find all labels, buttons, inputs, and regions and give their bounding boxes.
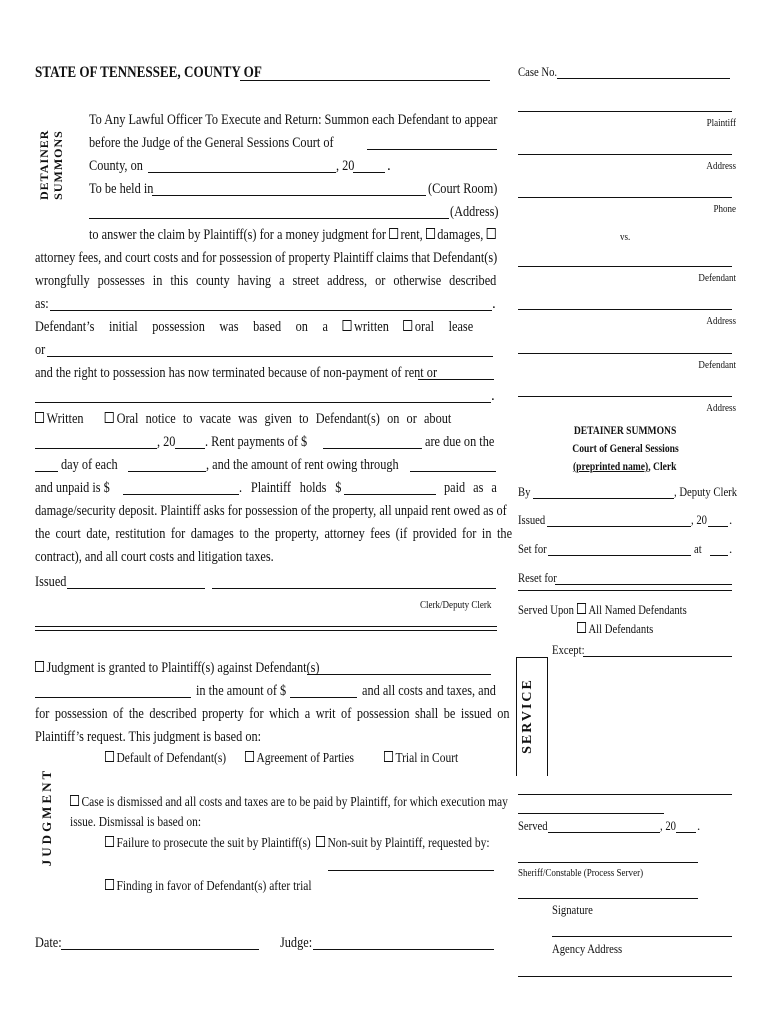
state-county-heading [35,64,262,82]
body-line-3 [89,155,143,178]
written-notice-checkbox[interactable] [35,412,44,423]
clerk-suffix: , Clerk [648,459,677,473]
court-general-sessions [518,441,732,456]
process-server-field[interactable] [518,862,698,863]
defendant-2-field[interactable] [518,353,732,354]
service-notes-field-2[interactable] [518,813,664,814]
defendant-label-2 [674,359,736,371]
signature-text: Signature [552,902,593,917]
possession-text: Defendant’s initial possession was based on a [35,319,328,335]
summons-word: SUMMONS [51,130,65,200]
at-end [729,541,732,557]
unpaid-amount-field[interactable] [123,494,239,495]
termination-reason-field[interactable] [418,379,494,380]
held-in-label: To be held in [89,181,154,197]
year-end [387,155,391,178]
detainer-summons-label [37,130,73,200]
oral-lease-checkbox[interactable] [403,320,412,331]
costs-taxes-label: and all costs and taxes, and [362,683,496,699]
terminated-text: and the right to possession has now terminated because of non-payment of rent or [35,365,438,381]
dismiss-line-2 [70,811,201,834]
court-room-label [428,178,497,201]
agency-address-label [552,941,622,957]
rent-through-field[interactable] [410,471,496,472]
issued-20-text: , 20 [691,512,707,527]
damages-checkbox[interactable] [426,228,435,239]
notice-year-field[interactable] [175,448,205,449]
court-text: Court of General Sessions [571,441,679,455]
judgment-defendant-field[interactable] [307,674,491,675]
served-upon-label [518,602,574,618]
judgment-line-3-text: for possession of the described property for which a writ of possession shall be issued on [35,706,510,722]
case-no-text: Case No. [518,64,558,79]
all-named-option [577,602,687,618]
deposit-amount-field[interactable] [344,494,436,495]
body-line-2 [89,132,334,155]
issued-right-year-field[interactable] [708,526,728,527]
address-2-text: Address [706,315,736,327]
body-line-1 [89,109,497,132]
year-20-text: , 20 [336,158,355,174]
damages-label: damages, [437,227,484,243]
notice-date-field[interactable] [35,448,157,449]
served-year [660,818,676,834]
section-divider [35,626,497,631]
trial-label: Trial in Court [395,751,459,766]
written-lease-checkbox[interactable] [343,320,352,331]
body-line-8 [35,270,496,293]
as-end [492,293,496,316]
judgment-date-field[interactable] [61,949,259,950]
defendant-1-field[interactable] [518,266,732,267]
agency-text: Agency Address [552,941,623,956]
body-line-8-text: wrongfully possesses in this county having a street address, or otherwise described [35,273,497,289]
defendant-1-text: Defendant [698,272,736,284]
issued-label [35,571,66,594]
body-line-11 [35,339,45,362]
case-no-field[interactable] [557,78,730,79]
notice-year-label: , 20 [157,434,176,450]
body-line-17b [239,477,341,500]
property-description-field[interactable] [50,310,492,311]
failure-label: Failure to prosecute the suit by Plaintiff(s) [116,836,311,851]
judgment-defendant-field-2[interactable] [35,697,191,698]
trial-option [384,747,458,770]
body-line-19-text: the court date, restitution for damages to the property, attorney fees (if provided for in the [35,526,513,542]
rent-payments-label: . Rent payments of $ [205,434,308,450]
served-text: Served [518,818,548,833]
defendant-label-1 [674,272,736,284]
county-on-label: County, on [89,158,143,174]
issued-right-year [691,512,707,528]
judgment-word: JUDGMENT [39,767,54,867]
rent-period-field[interactable] [128,471,206,472]
address-label [450,201,499,224]
as-end-dot: . [492,296,496,312]
service-label [520,671,542,761]
body-line-17c [444,477,497,500]
default-label: Default of Defendant(s) [116,751,227,766]
dismissed-checkbox[interactable] [70,795,79,806]
reset-for-label [518,570,557,586]
finding-label: Finding in favor of Defendant(s) after trial [116,879,312,894]
by-text: By [518,484,531,499]
body-line-19 [35,523,512,546]
served-end-dot: . [697,818,701,833]
paid-as-label: paid as a [444,480,497,496]
body-line-15a [157,431,175,454]
plaintiff-text: Plaintiff [706,117,736,129]
date-label [35,932,62,955]
body-line-2-text: before the Judge of the General Sessions Court of [89,135,334,151]
court-room-field[interactable] [152,195,426,196]
plaintiff-label [674,117,736,129]
judgment-line-3 [35,703,509,726]
failure-checkbox[interactable] [105,836,114,847]
other-possession-field[interactable] [47,356,493,357]
detainer-word: DETAINER [37,129,51,200]
body-line-20-text: contract), and all court costs and litigation taxes. [35,549,274,565]
deputy-text: , Deputy Clerk [674,484,738,499]
issued-right-text: Issued [518,512,546,527]
signature-label [552,902,593,918]
served-end [697,818,700,834]
nonsuit-checkbox[interactable] [316,836,325,847]
clerk-deputy-caption [420,594,491,617]
county-field[interactable] [240,80,490,81]
judgment-amount-field[interactable] [290,697,357,698]
termination-reason-field-2[interactable] [35,402,491,403]
nonsuit-label: Non-suit by Plaintiff, requested by: [327,836,490,851]
body-line-7-text: attorney fees, and court costs and for possession of property Plaintiff claims that Defendant(s) [35,250,498,266]
address-3-text: Address [706,402,736,414]
finding-option [105,875,312,898]
termination-end-dot: . [491,388,495,404]
body-line-10 [35,316,473,339]
sheriff-text: Sheriff/Constable (Process Server) [518,867,644,879]
all-named-checkbox[interactable] [577,603,586,614]
written-label: written [354,319,389,335]
judgment-line-2a [196,680,286,703]
judgment-granted-checkbox[interactable] [35,661,44,672]
issued-right-label [518,512,545,528]
judgment-line-1 [35,657,320,680]
at-text: at [694,541,702,556]
agreement-label: Agreement of Parties [256,751,355,766]
trial-checkbox[interactable] [384,751,393,762]
phone-label [674,203,736,215]
state-county-label: STATE OF TENNESSEE, COUNTY OF [35,64,262,81]
court-room-text: (Court Room) [428,181,498,197]
oral-notice-checkbox[interactable] [105,412,114,423]
served-date-field[interactable] [548,832,660,833]
rent-label: rent, [400,227,423,243]
served-upon-text: Served Upon [518,602,574,617]
judgment-line-4-text: Plaintiff’s request. This judgment is based on: [35,729,262,745]
phone-text: Phone [713,203,736,215]
reset-divider [518,590,732,591]
defendant-1-address-field[interactable] [518,309,732,310]
body-line-9 [35,293,49,316]
address-1-text: Address [706,160,736,172]
detainer-summons-title [518,423,732,438]
service-notes-field-1[interactable] [518,794,732,795]
clerk-deputy-text: Clerk/Deputy Clerk [420,599,492,611]
agreement-option [245,747,354,770]
service-word: SERVICE [520,678,535,754]
written-notice-label: Written [46,411,84,427]
judge-text: Judge: [280,935,313,951]
as-label: as: [35,296,49,312]
year-end-dot: . [387,158,391,174]
issued-right-date-field[interactable] [547,526,691,527]
set-for-label [518,541,547,557]
judge-label [280,932,312,955]
body-line-7 [35,247,497,270]
except-field[interactable] [583,656,732,657]
body-line-18 [35,500,507,523]
court-of-field[interactable] [367,149,497,150]
address-label-2 [674,315,736,327]
rent-owing-label: , and the amount of rent owing through [206,457,399,473]
by-label [518,484,530,500]
clerk-name-wrap [573,459,677,474]
all-defendants-label: All Defendants [588,621,654,636]
body-line-15c [425,431,494,454]
agreement-checkbox[interactable] [245,751,254,762]
issued-date-field[interactable] [67,588,205,589]
preprinted-name: (preprinted name) [573,459,649,473]
dismissal-basis-text: issue. Dismissal is based on: [70,815,202,830]
body-line-17a [35,477,110,500]
address-label-3 [674,402,736,414]
default-checkbox[interactable] [105,751,114,762]
termination-end [491,385,495,408]
all-defendants-checkbox[interactable] [577,622,586,633]
reset-for-field[interactable] [555,584,732,585]
court-date-field[interactable] [148,172,336,173]
issued-end-dot: . [729,512,733,527]
failure-option [105,832,311,855]
judgment-options [105,747,226,770]
body-line-16a [61,454,118,477]
body-line-14 [35,408,451,431]
defendant-2-text: Defendant [698,359,736,371]
served-label [518,818,548,834]
sheriff-label [518,867,643,879]
body-line-15b [205,431,307,454]
attorney-fees-checkbox[interactable] [486,228,495,239]
body-line-6 [89,224,498,247]
judgment-granted-text: Judgment is granted to Plaintiff(s) against Defendant(s) [46,660,320,676]
server-extra-field[interactable] [518,898,698,899]
judge-signature-field[interactable] [313,949,494,950]
oral-lease-label: oral lease [414,319,474,335]
notice-text: Oral notice to vacate was given to Defendant(s) on or about [116,411,452,427]
issued-right-end [729,512,732,528]
set-for-time-field[interactable] [710,555,728,556]
dismissed-text: Case is dismissed and all costs and taxes are to be paid by Plaintiff, for which execution may [81,795,508,810]
court-address-field[interactable] [89,218,449,219]
plaintiff-field[interactable] [518,111,732,112]
all-defendants-option [577,621,653,637]
clerk-signature-field[interactable] [212,588,496,589]
defendant-2-address-field[interactable] [518,396,732,397]
plaintiff-holds-label: . Plaintiff holds $ [239,480,342,496]
issued-text: Issued [35,574,67,590]
nonsuit-requested-by-field[interactable] [328,870,494,871]
rent-checkbox[interactable] [389,228,398,239]
amount-label: in the amount of $ [196,683,287,699]
all-named-label: All Named Defendants [588,602,687,617]
court-year-field[interactable] [353,172,385,173]
unpaid-label: and unpaid is $ [35,480,110,496]
body-line-12 [35,362,437,385]
body-line-4 [89,178,153,201]
set-for-date-field[interactable] [548,555,691,556]
year-label [336,155,354,178]
deputy-clerk-field[interactable] [533,498,674,499]
finding-checkbox[interactable] [105,879,114,890]
served-20-text: , 20 [660,818,676,833]
vs-text: vs. [620,231,631,243]
plaintiff-phone-field[interactable] [518,197,732,198]
deputy-clerk-label [674,484,737,500]
at-label [694,541,702,557]
body-line-1-text: To Any Lawful Officer To Execute and Return: Summon each Defendant to appear [89,112,498,128]
vs-label [620,231,630,243]
signature-field[interactable] [552,936,732,937]
set-for-text: Set for [518,541,547,556]
rent-amount-field[interactable] [323,448,422,449]
judgment-line-4 [35,726,261,749]
at-end-dot: . [729,541,733,556]
judgment-line-2b [362,680,496,703]
plaintiff-address-field[interactable] [518,154,732,155]
nonsuit-option [316,832,490,855]
rent-due-day-field[interactable] [35,471,58,472]
date-text: Date: [35,935,62,951]
due-on-label: are due on the [425,434,495,450]
judgment-label [39,767,61,867]
case-no-label [518,64,557,80]
body-line-16b [206,454,399,477]
title-text: DETAINER SUMMONS [573,423,677,437]
address-label-1 [674,160,736,172]
day-of-each-label: day of each [61,457,118,473]
agency-address-field[interactable] [518,976,732,977]
body-line-20 [35,546,274,569]
claim-text: to answer the claim by Plaintiff(s) for a money judgment for [89,227,386,243]
except-label [552,642,585,658]
address-text: (Address) [450,204,499,220]
reset-for-text: Reset for [518,570,557,585]
or-label: or [35,342,46,358]
served-year-field[interactable] [676,832,696,833]
body-line-18-text: damage/security deposit. Plaintiff asks for possession of the property, all unpaid rent owed as of [35,503,507,519]
except-text: Except: [552,642,585,657]
clerk-name-line [518,459,732,474]
